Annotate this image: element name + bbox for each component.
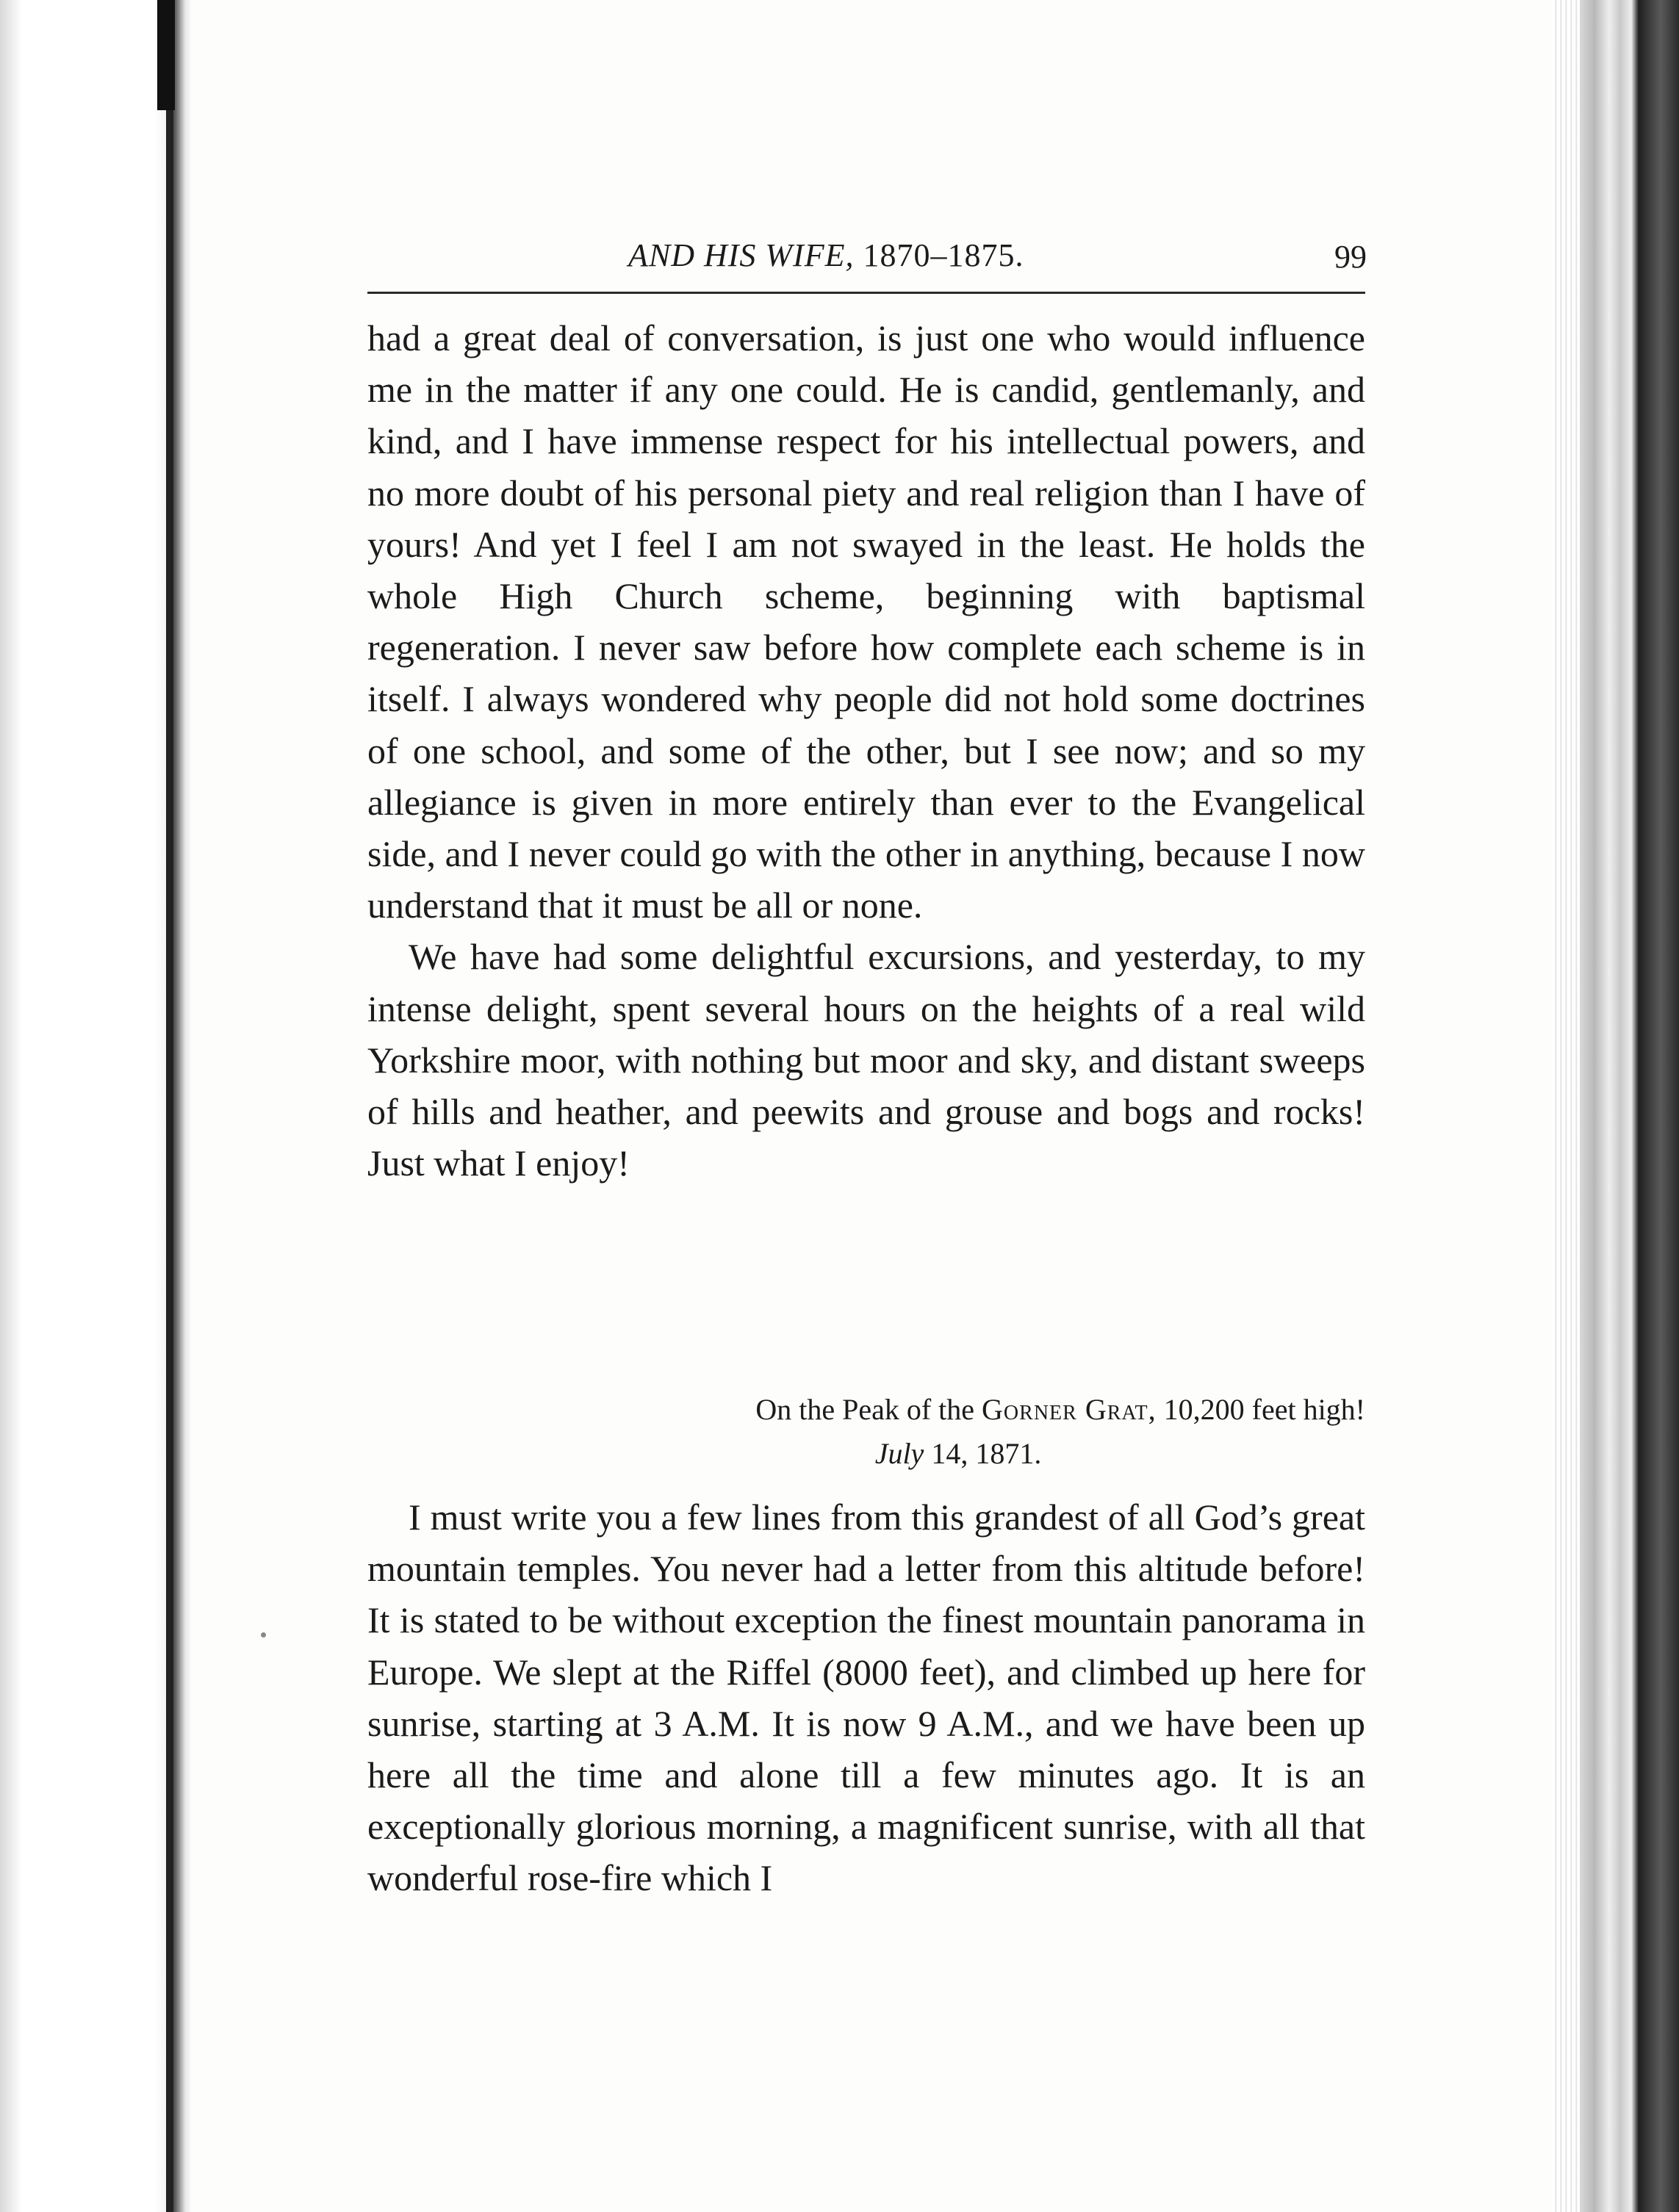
body-text-bottom (367, 1491, 1365, 1904)
running-head-years: 1870–1875. (863, 237, 1024, 273)
dateline-place: Gorner Grat, (982, 1393, 1157, 1426)
page-header (367, 228, 1367, 287)
binding-shadow-mark (157, 0, 175, 110)
page-number: 99 (1334, 239, 1367, 275)
running-head (628, 237, 1024, 274)
header-rule (367, 292, 1365, 294)
page-edges (1552, 0, 1580, 2212)
body-text-top (367, 312, 1365, 1189)
letter-date (367, 1433, 1365, 1475)
letter-dateline (367, 1388, 1365, 1431)
dateline-prefix: On the Peak of the (755, 1393, 975, 1426)
left-binding-rule (166, 0, 173, 2212)
paragraph: We have had some delightful excursions, and yesterday, to my intense delight, spent several hours on the heights of a real wild Yorkshire moor, with nothing but moor and sky, and distant sweeps of hills and heather, and peewits and grouse and bogs and rocks! Just what I enjoy! (367, 936, 1365, 1184)
letter-date-rest: 14, 1871. (931, 1437, 1042, 1470)
print-speck (261, 1632, 266, 1638)
letter-date-month: July (874, 1437, 924, 1470)
running-head-title: AND HIS WIFE, (628, 237, 855, 273)
paragraph: I must write you a few lines from this grandest of all God’s great mountain temples. You never had a letter from this altitude before! It is stated to be without exception the finest mountain panorama in Europe. We slept at the Riffel (8000 feet), and climbed up here for sunrise, starting at 3 A.M. It is now 9 A.M., and we have been up here all the time and alone till a few minutes ago. It is an exceptionally glorious morning, a magnificent sunrise, with all that wonderful rose-fire which I (367, 1496, 1365, 1899)
paragraph: had a great deal of conversation, is just one who would influence me in the matter if any one could. He is candid, gentlemanly, and kind, and I have immense respect for his intellectual powers, and no more doubt of his personal piety and real religion than I have of yours! And yet I feel I am not swayed in the least. He holds the whole High Church scheme, beginning with baptismal regeneration. I never saw before how complete each scheme is in itself. I always wondered why people did not hold some doctrines of one school, and some of the other, but I see now; and so my allegiance is given in more entirely than ever to the Evangelical side, and I never could go with the other in anything, because I now understand that it must be all or none. (367, 317, 1365, 926)
book-cover-edge (1580, 0, 1679, 2212)
book-binding-edge (0, 0, 193, 2212)
dateline-suffix: 10,200 feet high! (1163, 1393, 1365, 1426)
